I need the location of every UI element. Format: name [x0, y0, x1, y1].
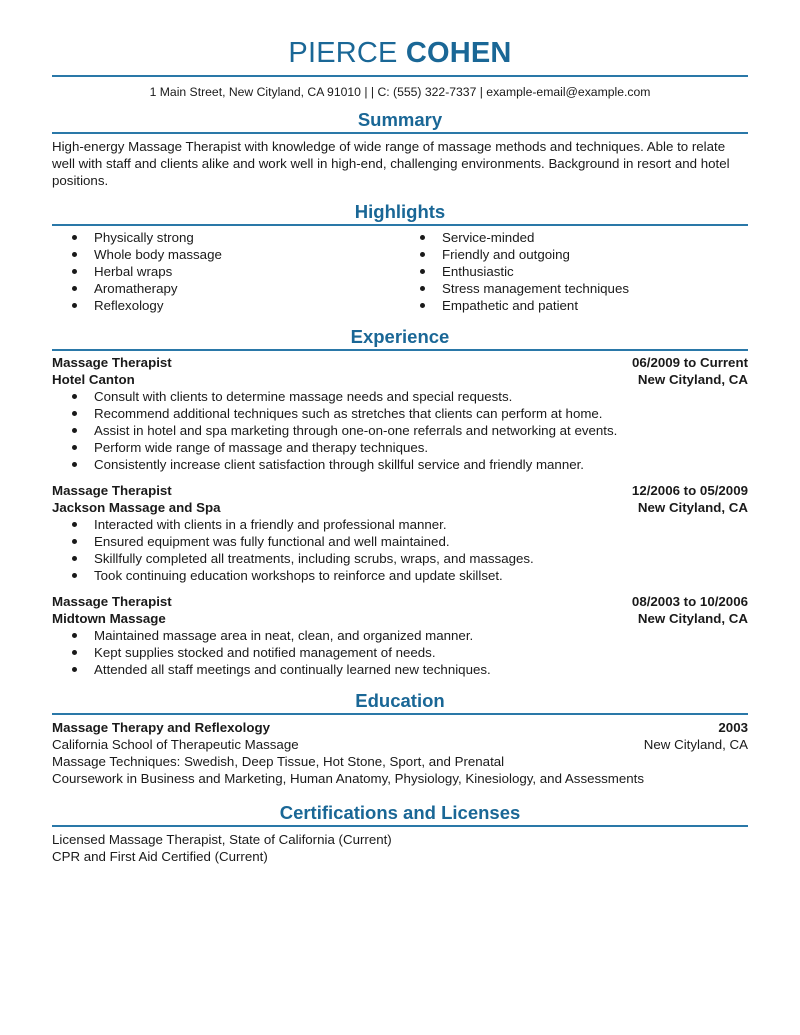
first-name: PIERCE [288, 37, 398, 69]
summary-divider [52, 132, 748, 134]
education-entry [52, 719, 748, 787]
certification-item: Licensed Massage Therapist, State of California (Current) [52, 832, 392, 847]
certifications-list [52, 831, 748, 865]
job-bullet: Assist in hotel and spa marketing through one-on-one referrals and networking at events. [52, 422, 748, 439]
bullet-icon [72, 573, 77, 578]
education-detail: Massage Techniques: Swedish, Deep Tissue, Hot Stone, Sport, and Prenatal [52, 754, 505, 769]
job-bullet: Took continuing education workshops to reinforce and update skillset. [52, 567, 748, 584]
job-entry [52, 354, 748, 473]
bullet-icon [420, 235, 425, 240]
highlight-item: Physically strong [52, 229, 400, 246]
job-company: Hotel Canton [52, 372, 135, 387]
job-bullet: Attended all staff meetings and continually learned new techniques. [52, 661, 748, 678]
contact-info: 1 Main Street, New Cityland, CA 91010 | | C: (555) 322-7337 | example-email@example.com [149, 85, 651, 99]
candidate-name [52, 36, 748, 70]
highlight-item: Aromatherapy [52, 280, 400, 297]
highlights-left-column [52, 229, 400, 314]
highlights-right-column [400, 229, 748, 314]
experience-divider [52, 349, 748, 351]
highlight-item: Stress management techniques [400, 280, 748, 297]
highlight-item: Empathetic and patient [400, 297, 748, 314]
bullet-icon [72, 428, 77, 433]
degree: Massage Therapy and Reflexology [52, 720, 270, 735]
highlight-item: Friendly and outgoing [400, 246, 748, 263]
bullet-icon [72, 667, 77, 672]
bullet-icon [72, 235, 77, 240]
job-dates: 06/2009 to Current [631, 355, 748, 370]
resume-page [52, 0, 748, 865]
highlight-item: Herbal wraps [52, 263, 400, 280]
bullet-icon [72, 411, 77, 416]
school-location: New Cityland, CA [643, 737, 748, 752]
job-location: New Cityland, CA [637, 611, 748, 626]
school: California School of Therapeutic Massage [52, 737, 299, 752]
bullet-icon [72, 269, 77, 274]
job-title: Massage Therapist [52, 594, 172, 609]
job-bullet: Interacted with clients in a friendly and professional manner. [52, 516, 748, 533]
bullet-icon [420, 303, 425, 308]
experience-heading: Experience [350, 326, 450, 347]
job-company: Midtown Massage [52, 611, 166, 626]
bullet-icon [420, 269, 425, 274]
job-bullet: Ensured equipment was fully functional and well maintained. [52, 533, 748, 550]
job-location: New Cityland, CA [637, 500, 748, 515]
bullet-icon [72, 394, 77, 399]
certifications-divider [52, 825, 748, 827]
summary-heading: Summary [357, 109, 443, 130]
certifications-heading: Certifications and Licenses [279, 802, 521, 823]
education-year: 2003 [718, 720, 748, 735]
highlight-item: Reflexology [52, 297, 400, 314]
bullet-icon [72, 633, 77, 638]
job-bullet: Consult with clients to determine massage needs and special requests. [52, 388, 748, 405]
job-entry [52, 482, 748, 584]
job-dates: 12/2006 to 05/2009 [631, 483, 748, 498]
header-divider [52, 75, 748, 77]
job-title: Massage Therapist [52, 483, 172, 498]
bullet-icon [72, 462, 77, 467]
job-dates: 08/2003 to 10/2006 [631, 594, 748, 609]
bullet-icon [72, 650, 77, 655]
bullet-icon [72, 286, 77, 291]
job-bullet: Kept supplies stocked and notified management of needs. [52, 644, 748, 661]
education-detail: Coursework in Business and Marketing, Human Anatomy, Physiology, Kinesiology, and Assessments [52, 771, 644, 786]
bullet-icon [420, 252, 425, 257]
bullet-icon [72, 539, 77, 544]
job-entry [52, 593, 748, 678]
education-heading: Education [355, 690, 445, 711]
last-name: COHEN [405, 37, 512, 69]
highlights-heading: Highlights [354, 201, 446, 222]
bullet-icon [72, 556, 77, 561]
certification-item: CPR and First Aid Certified (Current) [52, 849, 268, 864]
bullet-icon [420, 286, 425, 291]
highlight-item: Service-minded [400, 229, 748, 246]
bullet-icon [72, 445, 77, 450]
education-divider [52, 713, 748, 715]
job-bullet: Maintained massage area in neat, clean, and organized manner. [52, 627, 748, 644]
bullet-icon [72, 252, 77, 257]
job-bullet: Recommend additional techniques such as stretches that clients can perform at home. [52, 405, 748, 422]
job-title: Massage Therapist [52, 355, 172, 370]
job-bullet: Skillfully completed all treatments, including scrubs, wraps, and massages. [52, 550, 748, 567]
highlights-divider [52, 224, 748, 226]
job-location: New Cityland, CA [637, 372, 748, 387]
bullet-icon [72, 303, 77, 308]
highlights-list [52, 229, 748, 314]
job-company: Jackson Massage and Spa [52, 500, 221, 515]
highlight-item: Whole body massage [52, 246, 400, 263]
job-bullet: Consistently increase client satisfaction through skillful service and friendly manner. [52, 456, 748, 473]
highlight-item: Enthusiastic [400, 263, 748, 280]
bullet-icon [72, 522, 77, 527]
job-bullet: Perform wide range of massage and therapy techniques. [52, 439, 748, 456]
summary-text: High-energy Massage Therapist with knowledge of wide range of massage methods and techniques. Able to relate well with staff and clients alike and work well in high-end, challenging environments. Background in resort and hotel positions. [52, 139, 730, 188]
